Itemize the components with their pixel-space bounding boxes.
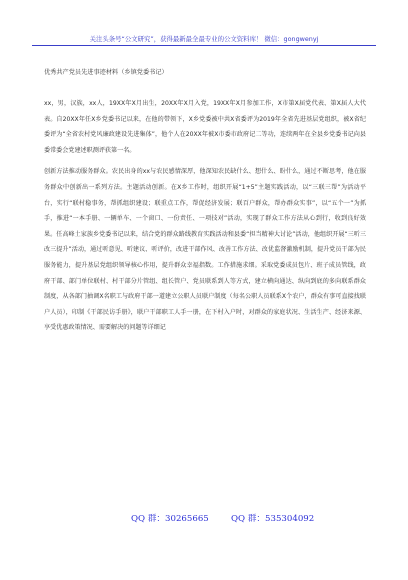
paragraph-method: 创新方法推动服务群众。农民出身的xx与农民感情深厚，他深知农民缺什么、想什么、盼什么，通过不断思考，他在服务群众中创新出一系列方法。主题活动创新。在X乡工作时，组织开展“1+5”主题实践活动，以“三联三帮”为活动平台，实行“联村稳事务，帮抓组织建设；联重点工作，帮促经济发展；联百户群众，帮办群众实事”，以“五个一”为抓手，推进“一本手册、一辆单车、一个窗口、一份责任、一项技对”活动，实现了群众工作方法从心到行，收到良好效果。任高峰土家族乡党委书记以来，结合党的群众路线教育实践活动和县委“担当精神大讨论”活动，他组织开展“三听三改三提升”活动，通过听意见、听建议、听评价，改进干部作风、改善工作方法、改优监督激励机制，提升党员干部为民服务能力，提升基层党组织领导核心作用，提升群众幸福指数。工作措施求细。采取党委成员包片、班子成员管线，政府干部、部门单位联村、村干部分片管组、组长管户、党员联系到人等方式，建立横向通达、纵向到底的多向联系群众制度，从各部门抽调X名职工与政府干部一道建立公职人员联户制度（每名公职人员联系X个农户，群众有事可直接找联户人员），印制《干部民访手册》，联户干部职工人手一册，在下村入户时，对群众的家庭状况、生活生产、经济来源、享受优惠政策情况、需要解决的问题等详细记 bbox=[44, 168, 366, 332]
promo-banner-link[interactable]: 关注头条号“公文研究”，获得最新最全最专业的公文资料库！ 微信：gongwenyj bbox=[32, 34, 376, 46]
qq-group-2: QQ 群：535304092 bbox=[231, 514, 315, 524]
document-title: 优秀共产党员先进事迹材料（乡镇党委书记） bbox=[44, 69, 168, 76]
paragraph-intro: xx，男，汉族，xx人，19XX年X月出生，20XX年X月入党，19XX年X月参加工作，X市第X届党代表、第X届人大代表。自20XX年任X乡党委书记以来，在他的带领下，X乡党委被中共X省委评为2019年全省先进基层党组织，被X省纪委评为“全省农村党风廉政建设先进集体”，他个人在20XX年被X市委市政府记二等功，连续两年在全县乡党委书记向县委常委会党建述职测评获第一名。 bbox=[44, 100, 366, 154]
qq-group-1: QQ 群：30265665 bbox=[131, 514, 209, 524]
footer bbox=[0, 512, 408, 526]
document-body bbox=[44, 96, 366, 342]
